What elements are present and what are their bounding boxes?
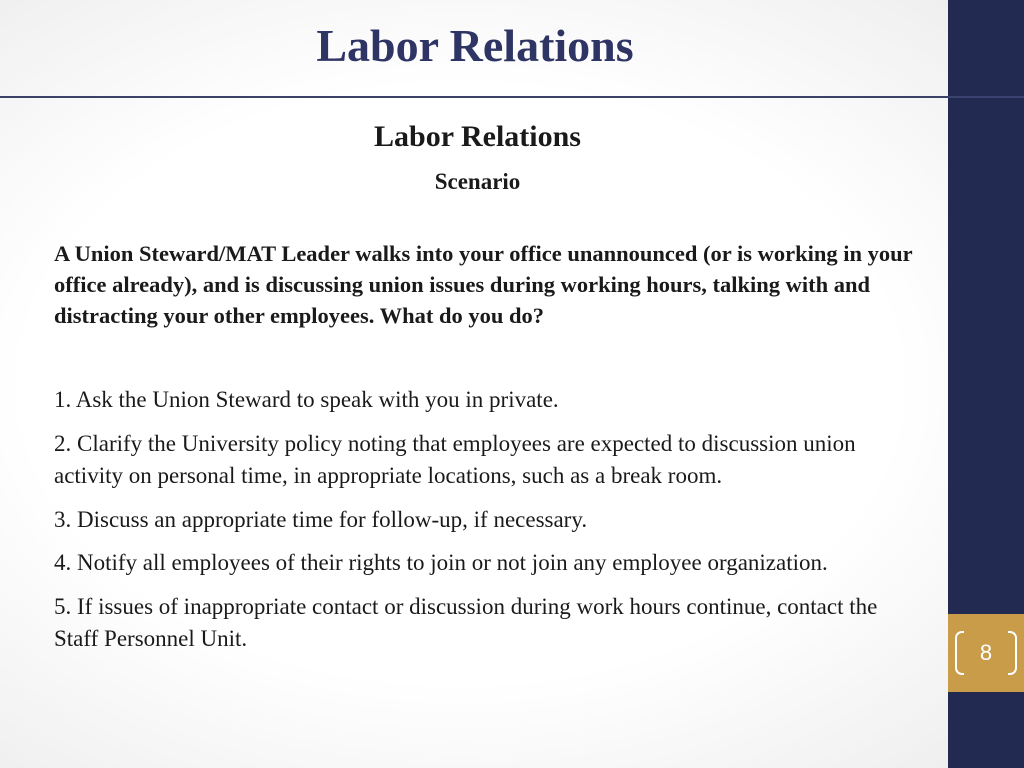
step-item: 4. Notify all employees of their rights to join or not join any employee organization. — [54, 550, 828, 575]
slide-title: Labor Relations — [316, 20, 634, 71]
page-number: 8 — [979, 640, 993, 665]
step-item: 2. Clarify the University policy noting that employees are expected to discussion union activity on personal time, in appropriate locations, such as a break room. — [54, 430, 856, 488]
step-item: 3. Discuss an appropriate time for follow-up, if necessary. — [54, 506, 588, 532]
scenario-text: A Union Steward/MAT Leader walks into your office unannounced (or is working in your office already), and is discussing union issues during working hours, talking with and distracting your other employees. What do you do? — [54, 241, 913, 328]
steps-list — [54, 384, 924, 667]
content-subheading: Scenario — [434, 169, 521, 194]
title-divider — [0, 96, 948, 98]
step-item: 5. If issues of inappropriate contact or discussion during work hours continue, contact the Staff Personnel Unit. — [54, 593, 878, 651]
page-number-badge — [948, 614, 1024, 692]
step-item: 1. Ask the Union Steward to speak with you in private. — [54, 387, 559, 412]
content-heading: Labor Relations — [374, 120, 581, 153]
side-panel-divider — [948, 96, 1024, 98]
